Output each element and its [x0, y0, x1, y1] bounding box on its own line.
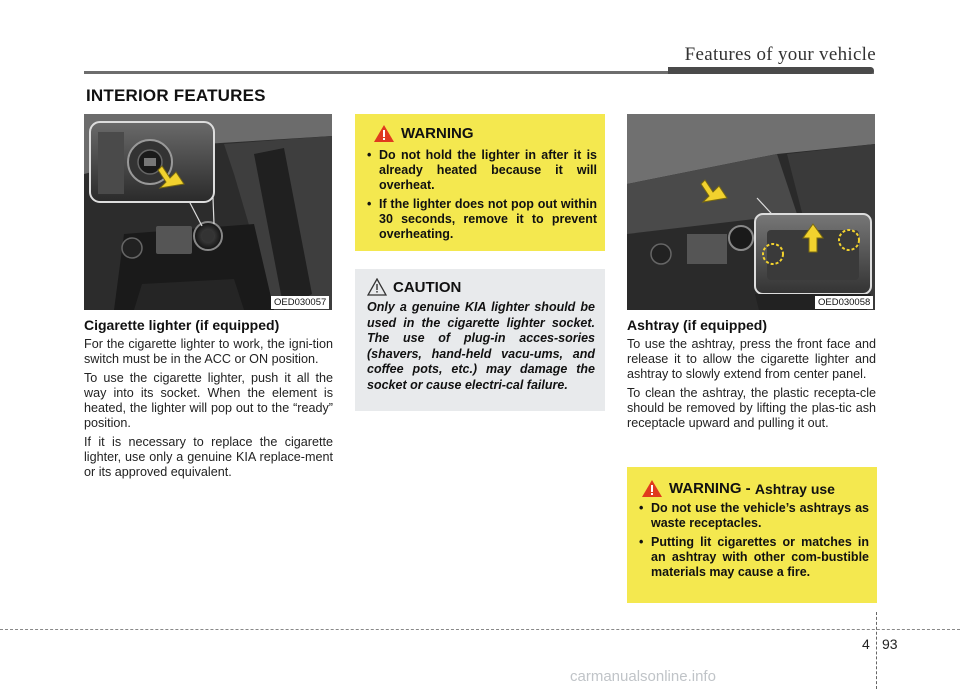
- chapter-number: 4: [862, 636, 870, 652]
- ashtray-paragraph-2: To clean the ashtray, the plastic recepta-cle should be removed by lifting the plas-tic ash receptacle upward and pulling it out.: [627, 386, 876, 430]
- caution-title-row: [367, 278, 461, 296]
- ashtray-illustration: [627, 114, 875, 310]
- lighter-paragraph-2: To use the cigarette lighter, push it all the way into its socket. When the element is heated, the lighter will pop out to the “ready” position.: [84, 371, 333, 430]
- caution-box: [355, 269, 605, 411]
- warning-item: • Do not use the vehicle’s ashtrays as waste receptacles.: [637, 501, 869, 531]
- ashtray-paragraph-1: To use the ashtray, press the front face and release it to allow the cigarette lighter and ashtray to slowly extend from center panel.: [627, 337, 876, 381]
- lighter-paragraph-3: If it is necessary to replace the cigarette lighter, use only a genuine KIA replace-ment or its approved equivalent.: [84, 435, 333, 479]
- warning-triangle-icon: [373, 124, 395, 143]
- warning-item: • Putting lit cigarettes or matches in an ashtray with other com-bustible materials may cause a fire.: [637, 535, 869, 580]
- watermark: carmanualsonline.info: [570, 668, 716, 685]
- section-title: INTERIOR FEATURES: [86, 86, 266, 105]
- lighter-photo: [84, 114, 332, 310]
- lighter-body: [84, 337, 333, 484]
- header-rule-accent: [668, 67, 874, 74]
- page-number: 93: [882, 636, 898, 652]
- ashtray-photo: [627, 114, 875, 310]
- warning-triangle-icon: [641, 479, 663, 498]
- caution-text: Only a genuine KIA lighter should be used in the cigarette lighter socket. The use of plug-in acces-sories (shavers, hand-held vacu-ums, and coffee pots, etc.) may damage the socket or cause electri-cal failure.: [367, 300, 595, 392]
- warning-subtitle: Ashtray use: [754, 480, 835, 497]
- warning-list-lighter: [365, 148, 597, 246]
- lighter-illustration: [84, 114, 332, 310]
- warning-list-ashtray: [637, 501, 869, 584]
- warning-box-ashtray: [627, 467, 877, 603]
- warning-item: • Do not hold the lighter in after it is already heated because it will overheat.: [365, 148, 597, 193]
- ashtray-heading: Ashtray (if equipped): [627, 317, 768, 333]
- caution-title: CAUTION: [393, 278, 462, 296]
- warning-item: • If the lighter does not pop out within 30 seconds, remove it to prevent overheating.: [365, 197, 597, 242]
- warning-title: WARNING -: [669, 480, 755, 497]
- figure-code-left: OED030057: [271, 296, 329, 309]
- figure-code-right: OED030058: [815, 296, 873, 309]
- running-header: Features of your vehicle: [684, 44, 876, 65]
- warning-title-row: [373, 124, 474, 143]
- ashtray-body: [627, 337, 876, 435]
- caution-triangle-icon: [367, 278, 387, 296]
- warning-title: WARNING: [401, 125, 474, 142]
- warning-title-row: [641, 479, 835, 498]
- warning-box-lighter: [355, 114, 605, 251]
- footer-rule: [0, 629, 960, 630]
- lighter-paragraph-1: For the cigarette lighter to work, the igni-tion switch must be in the ACC or ON position.: [84, 337, 333, 366]
- footer-divider: [876, 612, 877, 689]
- lighter-heading: Cigarette lighter (if equipped): [84, 317, 280, 333]
